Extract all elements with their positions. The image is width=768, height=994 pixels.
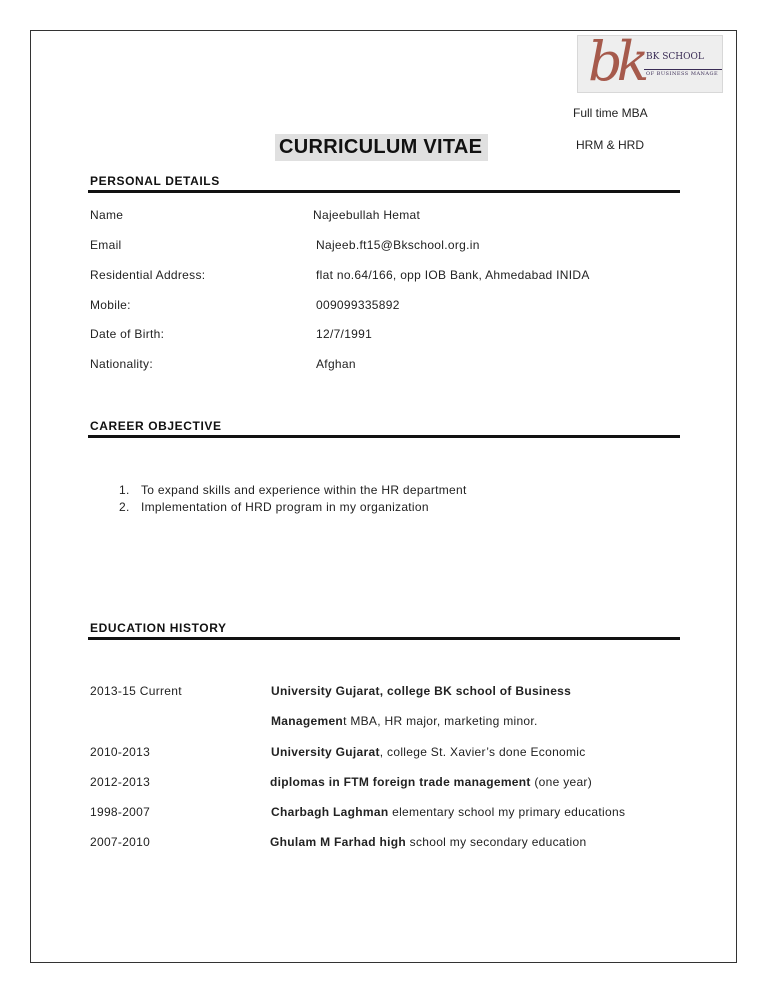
program-line-1: Full time MBA [573,106,648,120]
education-institution: University Gujarat [271,745,380,759]
education-institution: Ghulam M Farhad high [270,835,407,849]
logo-school-name: BK SCHOOL [646,52,704,62]
education-description: (one year) [530,775,593,789]
list-item-text: Implementation of HRD program in my organization [141,500,429,514]
list-item [119,500,429,514]
personal-value-name: Najeebullah Hemat [313,208,421,222]
education-period: 1998-2007 [90,805,151,819]
education-description: elementary school my primary educations [388,805,626,819]
education-period: 2010-2013 [90,745,151,759]
section-divider [88,637,680,640]
section-divider [88,435,680,438]
education-period: 2007-2010 [90,835,151,849]
logo-divider [644,69,722,70]
education-institution: diplomas in FTM foreign trade management [270,775,531,789]
personal-value-address: flat no.64/166, opp IOB Bank, Ahmedabad INIDA [316,268,590,282]
education-detail [271,684,571,698]
personal-value-nationality: Afghan [316,357,356,371]
education-detail [271,714,538,728]
education-description: t MBA, HR major, marketing minor. [343,714,538,728]
personal-label-dob: Date of Birth: [90,327,165,341]
education-period: 2012-2013 [90,775,151,789]
personal-value-dob: 12/7/1991 [316,327,373,341]
education-institution: University Gujarat, college BK school of Business [271,684,572,698]
personal-label-email: Email [90,238,122,252]
list-item-text: To expand skills and experience within the HR department [141,483,467,497]
section-divider [88,190,680,193]
education-period: 2013-15 Current [90,684,182,698]
education-institution: Charbagh Laghman [271,805,389,819]
school-logo [577,30,723,93]
list-item-number: 1. [119,483,130,497]
education-institution: Managemen [271,714,344,728]
logo-mark: bk [588,30,644,93]
education-detail [271,805,625,819]
education-description: school my secondary education [406,835,587,849]
section-education-history-heading: EDUCATION HISTORY [90,621,227,635]
personal-label-address: Residential Address: [90,268,206,282]
personal-label-nationality: Nationality: [90,357,153,371]
education-detail [270,775,592,789]
program-line-2: HRM & HRD [576,138,644,152]
section-career-objective-heading: CAREER OBJECTIVE [90,419,222,433]
personal-label-mobile: Mobile: [90,298,131,312]
list-item [119,483,467,497]
education-detail [270,835,586,849]
section-personal-details-heading: PERSONAL DETAILS [90,174,220,188]
personal-value-mobile: 009099335892 [316,298,400,312]
list-item-number: 2. [119,500,130,514]
personal-value-email: Najeeb.ft15@Bkschool.org.in [316,238,480,252]
page-title: CURRICULUM VITAE [275,134,488,161]
personal-label-name: Name [90,208,124,222]
education-description: , college St. Xavier’s done Economic [379,745,586,759]
education-detail [271,745,586,759]
logo-school-subtitle: OF BUSINESS MANAGE [646,71,719,77]
